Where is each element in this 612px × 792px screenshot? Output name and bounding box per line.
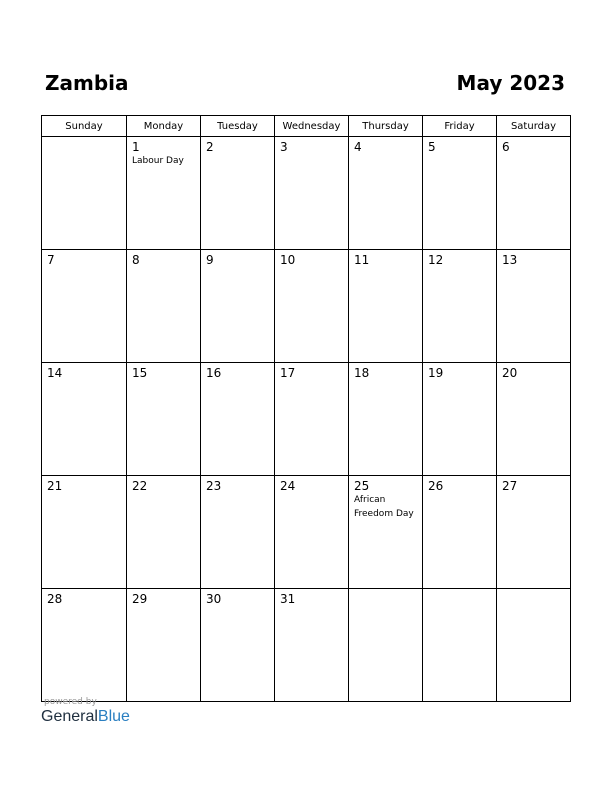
day-cell (349, 363, 423, 476)
day-number: 14 (47, 366, 63, 380)
day-number: 15 (132, 366, 148, 380)
brand-logo-part2: Blue (97, 708, 130, 725)
day-cell (201, 476, 275, 589)
day-number: 21 (47, 479, 63, 493)
day-cell (42, 363, 127, 476)
day-cell (423, 137, 497, 250)
day-cell (42, 476, 127, 589)
day-cell (42, 137, 127, 250)
day-number: 1 (132, 140, 140, 154)
day-cell (349, 589, 423, 702)
day-number: 5 (428, 140, 436, 154)
weekday-header: Sunday (42, 116, 127, 137)
brand-logo (41, 708, 130, 726)
day-number: 27 (502, 479, 518, 493)
day-cell (42, 589, 127, 702)
week-row (42, 363, 571, 476)
powered-by-label: powered by (44, 697, 97, 707)
day-cell (349, 250, 423, 363)
day-number: 9 (206, 253, 214, 267)
week-row (42, 250, 571, 363)
week-row (42, 589, 571, 702)
day-number: 8 (132, 253, 140, 267)
day-number: 10 (280, 253, 296, 267)
day-cell (497, 476, 571, 589)
holiday-label: Labour Day (132, 156, 184, 166)
day-cell (275, 250, 349, 363)
day-number: 26 (428, 479, 444, 493)
country-title: Zambia (45, 71, 129, 95)
day-cell (127, 137, 201, 250)
day-cell (127, 476, 201, 589)
day-cell (42, 250, 127, 363)
day-cell (423, 250, 497, 363)
day-cell (497, 137, 571, 250)
day-cell (497, 363, 571, 476)
day-cell (201, 363, 275, 476)
day-cell (275, 363, 349, 476)
day-number: 2 (206, 140, 214, 154)
day-number: 18 (354, 366, 370, 380)
day-cell (275, 137, 349, 250)
weekday-header: Thursday (349, 116, 423, 137)
day-cell (275, 589, 349, 702)
day-number: 28 (47, 592, 63, 606)
day-number: 25 (354, 479, 370, 493)
week-row (42, 476, 571, 589)
day-cell (127, 250, 201, 363)
day-number: 7 (47, 253, 55, 267)
weekday-header: Saturday (497, 116, 571, 137)
day-cell (423, 363, 497, 476)
day-number: 24 (280, 479, 296, 493)
weekday-header: Friday (423, 116, 497, 137)
day-cell (127, 589, 201, 702)
day-cell (349, 476, 423, 589)
day-number: 22 (132, 479, 148, 493)
day-number: 12 (428, 253, 444, 267)
holiday-label: African Freedom Day (354, 495, 414, 519)
day-cell (127, 363, 201, 476)
day-number: 23 (206, 479, 222, 493)
day-number: 11 (354, 253, 370, 267)
day-number: 31 (280, 592, 296, 606)
day-number: 29 (132, 592, 148, 606)
day-number: 13 (502, 253, 518, 267)
day-number: 3 (280, 140, 288, 154)
day-cell (349, 137, 423, 250)
day-cell (423, 476, 497, 589)
day-cell (201, 137, 275, 250)
weekday-header: Monday (127, 116, 201, 137)
day-number: 30 (206, 592, 222, 606)
day-cell (201, 250, 275, 363)
day-number: 6 (502, 140, 510, 154)
day-number: 20 (502, 366, 518, 380)
weekday-header: Wednesday (275, 116, 349, 137)
weekday-header: Tuesday (201, 116, 275, 137)
day-number: 4 (354, 140, 362, 154)
weekday-header-row (42, 116, 571, 137)
calendar-grid (41, 115, 571, 702)
day-number: 16 (206, 366, 222, 380)
day-number: 17 (280, 366, 296, 380)
week-row (42, 137, 571, 250)
day-cell (423, 589, 497, 702)
month-title: May 2023 (456, 71, 565, 95)
brand-logo-part1: General (41, 708, 98, 725)
day-cell (201, 589, 275, 702)
day-number: 19 (428, 366, 444, 380)
day-cell (497, 589, 571, 702)
day-cell (275, 476, 349, 589)
day-cell (497, 250, 571, 363)
